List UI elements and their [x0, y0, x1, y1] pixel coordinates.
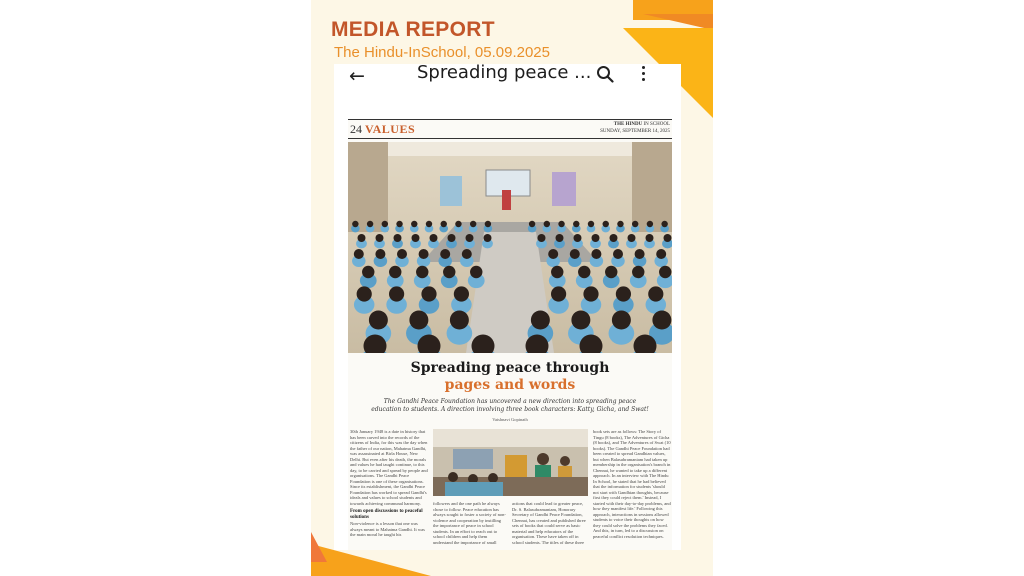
article-column-3	[512, 501, 588, 550]
newspaper-page	[348, 119, 672, 550]
column-1-text: 30th January 1948 is a date in history that has been carved into the records of the citizens of India, for this was the day when the father of our nation, Mahatma Gandhi, was assassinated at Birla House, New Delhi. But even after his death, the morals and values he had taught continue, to this day, to be carried and spread by people and organisations. The Gandhi Peace Foundation is one of these organisations. Since its establishment, the Gandhi Peace Foundation has worked to spread Gandhi's ideals and values to school students and towards achieving communal harmony.	[350, 429, 428, 506]
byline: Vaishnavi Gopinath	[492, 417, 528, 422]
inset-photo	[433, 429, 588, 496]
page-number: 24	[350, 122, 362, 136]
paper-masthead	[600, 122, 670, 135]
column-2-text: followers and the one path he always chose to follow. Peace education has always sought to foster a society of non-violence and cooperation by instilling the importance of peace in school students. In an effort to reach out to school children and help them understand the importance of small	[433, 501, 506, 545]
report-subtitle: The Hindu-InSchool, 05.09.2025	[334, 44, 550, 61]
headline-line1: Spreading peace through	[410, 360, 610, 376]
standfirst: The Gandhi Peace Foundation has uncovered a new direction into spreading peace education to students. A direction involving three book characters: Katty, Gicha, and Swat!	[371, 398, 649, 413]
search-icon[interactable]	[596, 65, 614, 83]
headline-line2: pages and words	[444, 377, 576, 393]
arrow-left-icon[interactable]: ←	[349, 65, 365, 87]
classroom-photo	[348, 142, 672, 353]
article-column-2	[433, 501, 507, 550]
more-vertical-icon[interactable]	[640, 64, 646, 84]
report-title: MEDIA REPORT	[331, 18, 495, 41]
orange-corner-decoration	[311, 532, 327, 562]
column-1-text-b: Non-violence is a lesson that one was always meant to Mahatma Gandhi. It was the main moral he taught his	[350, 521, 425, 537]
paper-name: THE HINDU	[613, 122, 643, 127]
article-title: Spreading peace ...	[417, 64, 592, 83]
column-1-subhead: From open discussions to peaceful solutions	[350, 509, 423, 520]
column-4-text: book sets are as follows: The Story of Tingu (8 books), The Adventures of Gicha (8 books), and The Adventures of Swat (10 books). The Gandhi Peace Foundation had been created to spread Gandhian values, but when Balasubramaniam had taken up membership in the organisation's branch in Chennai, he wanted to take up a different approach. In an interview with The Hindu In School, he stated that he had believed that the information for students 'should not start with Gandhian thoughts, because first they could reject them.' Instead, I started with their day-to-day problems, and how they manifest life.' Following this approach, interactions in sessions allowed students to voice their thoughts on how they could solve the problems they faced. And this, in turn, led to a discussion on peaceful conflict resolution techniques.	[593, 429, 671, 539]
phone-screenshot	[334, 64, 681, 550]
article-column-1	[350, 429, 428, 549]
media-report-slide	[311, 0, 713, 576]
newspaper-header	[348, 119, 672, 139]
section-name: VALUES	[365, 122, 416, 136]
app-bar	[334, 64, 681, 88]
article-column-4	[593, 429, 671, 549]
paper-date: SUNDAY, SEPTEMBER 14, 2025	[600, 128, 670, 134]
column-3-text: actions that could lead to greater peace, Dr. S. Balasubramaniam, Honorary Secretary of Gandhi Peace Foundation, Chennai, has created and published three sets of books that could serve as basic material and help educators of the organisation. These have taken off in school students. The titles of these three	[512, 501, 586, 545]
section-label	[350, 122, 415, 137]
paper-edition: IN SCHOOL	[643, 122, 670, 127]
